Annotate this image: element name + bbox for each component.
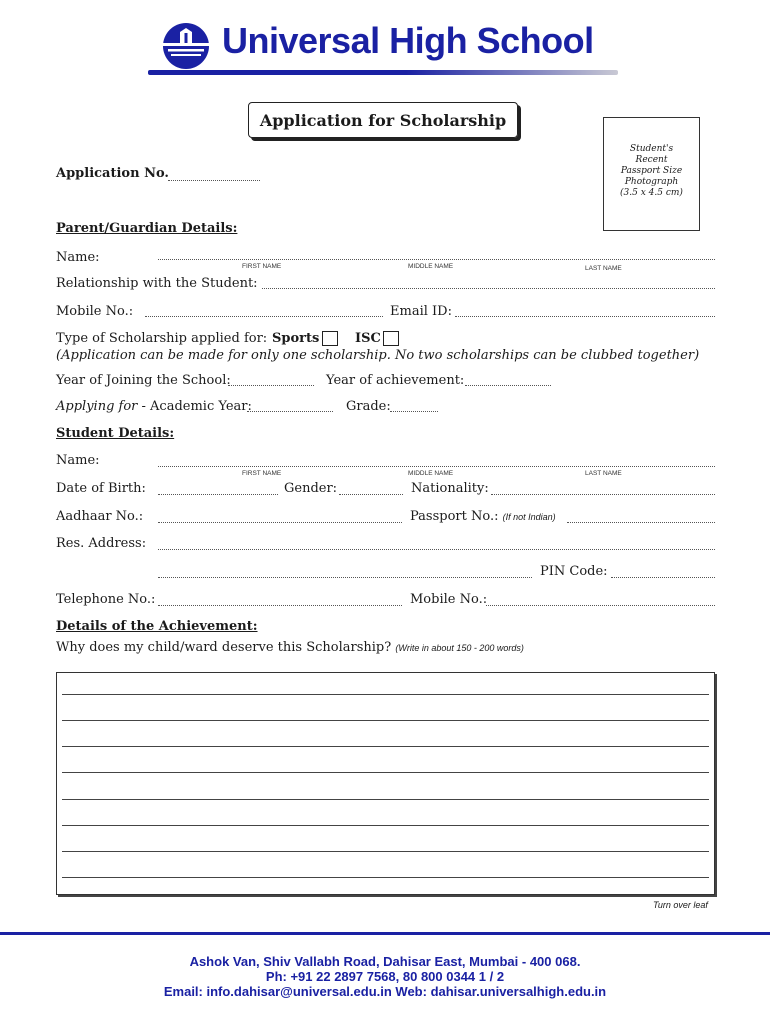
essay-line bbox=[62, 694, 709, 695]
student-name-label: Name: bbox=[56, 453, 100, 468]
sports-checkbox[interactable] bbox=[322, 331, 338, 346]
achievement-section-heading: Details of the Achievement: bbox=[56, 619, 258, 634]
address-field-line1[interactable] bbox=[158, 549, 715, 550]
relationship-field[interactable] bbox=[262, 288, 715, 289]
student-last-name-caption: LAST NAME bbox=[585, 470, 622, 477]
pin-code-field[interactable] bbox=[611, 577, 715, 578]
parent-mobile-field[interactable] bbox=[145, 316, 383, 317]
student-first-name-caption: FIRST NAME bbox=[242, 470, 282, 477]
year-achievement-label: Year of achievement: bbox=[326, 373, 465, 388]
essay-answer-box[interactable] bbox=[56, 672, 715, 895]
essay-line bbox=[62, 772, 709, 773]
achievement-word-count-note: (Write in about 150 - 200 words) bbox=[395, 643, 524, 653]
passport-label-text: Passport No.: bbox=[410, 509, 499, 524]
parent-email-field[interactable] bbox=[455, 316, 715, 317]
aadhaar-label: Aadhaar No.: bbox=[56, 509, 144, 524]
sports-option-label: Sports bbox=[272, 331, 320, 346]
parent-middle-name-caption: MIDDLE NAME bbox=[408, 263, 454, 270]
parent-email-label: Email ID: bbox=[390, 304, 452, 319]
parent-name-label: Name: bbox=[56, 250, 100, 265]
nationality-label: Nationality: bbox=[411, 481, 489, 496]
application-no-label: Application No. bbox=[56, 166, 169, 181]
grade-field[interactable] bbox=[390, 411, 438, 412]
essay-line bbox=[62, 720, 709, 721]
passport-note: (If not Indian) bbox=[502, 512, 556, 522]
header-divider bbox=[148, 70, 618, 75]
student-mobile-field[interactable] bbox=[486, 605, 715, 606]
parent-section-heading: Parent/Guardian Details: bbox=[56, 221, 238, 236]
applying-for-text: Applying for bbox=[56, 399, 138, 414]
footer-email-web: Email: info.dahisar@universal.edu.in Web: dahisar.universalhigh.edu.in bbox=[163, 984, 607, 999]
photo-box[interactable] bbox=[603, 117, 700, 231]
form-title: Application for Scholarship bbox=[248, 102, 518, 138]
turn-over-note: Turn over leaf bbox=[653, 900, 708, 910]
scholarship-note: (Application can be made for only one scholarship. No two scholarships can be clubbed together) bbox=[56, 348, 700, 363]
isc-option-label: ISC bbox=[355, 331, 381, 346]
photo-label-3: Passport Size bbox=[620, 166, 683, 176]
achievement-question bbox=[56, 640, 524, 655]
photo-label-2: Recent bbox=[635, 155, 668, 165]
school-name: Universal High School bbox=[222, 20, 594, 61]
pin-code-label: PIN Code: bbox=[540, 564, 608, 579]
student-mobile-label: Mobile No.: bbox=[410, 592, 488, 607]
essay-line bbox=[62, 746, 709, 747]
academic-year-label bbox=[56, 399, 252, 414]
address-field-line2[interactable] bbox=[158, 577, 532, 578]
student-name-field[interactable] bbox=[158, 466, 715, 467]
grade-label: Grade: bbox=[346, 399, 391, 414]
year-joining-field[interactable] bbox=[228, 385, 314, 386]
student-middle-name-caption: MIDDLE NAME bbox=[408, 470, 454, 477]
relationship-label: Relationship with the Student: bbox=[56, 276, 258, 291]
photo-label-5: (3.5 x 4.5 cm) bbox=[620, 188, 683, 198]
footer-address: Ashok Van, Shiv Vallabh Road, Dahisar East, Mumbai - 400 068. bbox=[189, 954, 581, 969]
parent-name-field[interactable] bbox=[158, 259, 715, 260]
aadhaar-field[interactable] bbox=[158, 522, 402, 523]
passport-label bbox=[410, 509, 556, 524]
footer-phone: Ph: +91 22 2897 7568, 80 800 0344 1 / 2 bbox=[265, 969, 505, 984]
year-achievement-field[interactable] bbox=[465, 385, 551, 386]
dob-label: Date of Birth: bbox=[56, 481, 146, 496]
address-label: Res. Address: bbox=[56, 536, 147, 551]
scholarship-type-label: Type of Scholarship applied for: bbox=[56, 331, 268, 346]
footer-divider bbox=[0, 932, 770, 935]
passport-field[interactable] bbox=[567, 522, 715, 523]
academic-year-text: - Academic Year: bbox=[141, 399, 252, 414]
telephone-label: Telephone No.: bbox=[56, 592, 156, 607]
parent-last-name-caption: LAST NAME bbox=[585, 265, 622, 272]
essay-line bbox=[62, 825, 709, 826]
gender-label: Gender: bbox=[284, 481, 338, 496]
student-section-heading: Student Details: bbox=[56, 426, 175, 441]
essay-line bbox=[62, 851, 709, 852]
essay-line bbox=[62, 877, 709, 878]
achievement-question-text: Why does my child/ward deserve this Scholarship? bbox=[56, 640, 392, 655]
nationality-field[interactable] bbox=[491, 494, 715, 495]
photo-label-1: Student's bbox=[629, 144, 674, 154]
year-joining-label: Year of Joining the School: bbox=[56, 373, 231, 388]
application-no-field[interactable] bbox=[168, 180, 260, 181]
essay-line bbox=[62, 799, 709, 800]
school-emblem-icon bbox=[158, 22, 214, 70]
photo-label-4: Photograph bbox=[624, 177, 679, 187]
parent-mobile-label: Mobile No.: bbox=[56, 304, 134, 319]
footer-contact-block bbox=[0, 954, 770, 999]
parent-first-name-caption: FIRST NAME bbox=[242, 263, 282, 270]
isc-checkbox[interactable] bbox=[383, 331, 399, 346]
academic-year-field[interactable] bbox=[247, 411, 333, 412]
gender-field[interactable] bbox=[339, 494, 403, 495]
dob-field[interactable] bbox=[158, 494, 278, 495]
telephone-field[interactable] bbox=[158, 605, 402, 606]
